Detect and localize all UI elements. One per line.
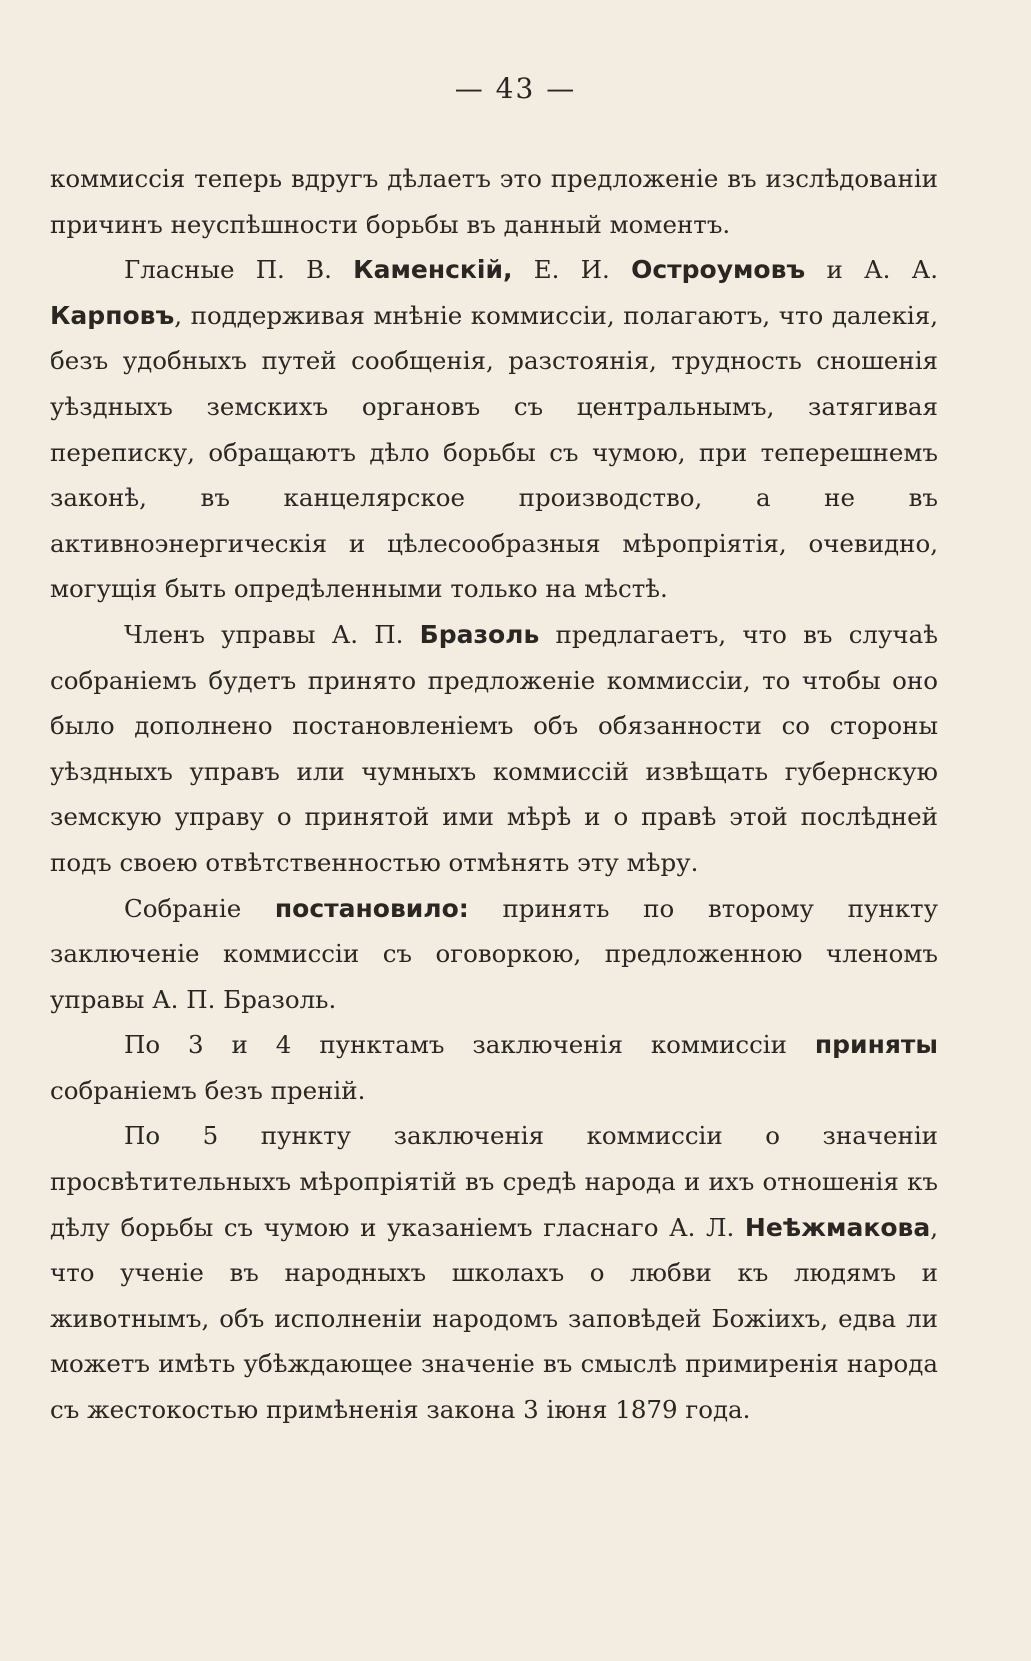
surname-karpov: Карповъ: [50, 300, 175, 330]
accepted-keyword: приняты: [814, 1030, 938, 1060]
p3-text-2: предлагаетъ, что въ случаѣ собраніемъ будетъ принято предложеніе коммиссіи, то чтобы оно было дополнено постановленіемъ объ обязанности со стороны уѣздныхъ управъ или чумныхъ коммиссій извѣщать губернскую земскую управу о принятой ими мѣрѣ и о правѣ этой послѣдней подъ своею отвѣтственностью отмѣнять эту мѣру.: [50, 619, 938, 877]
p6-text-2: , что ученіе въ народныхъ школахъ о любви къ людямъ и животнымъ, объ исполненіи народомъ заповѣдей Божіихъ, едва ли можетъ имѣть убѣждающее значеніе въ смыслѣ примиренія народа съ жестокостью примѣненія закона 3 іюня 1879 года.: [50, 1212, 938, 1425]
surname-brazol: Бразоль: [419, 619, 540, 649]
surname-kamensky: Каменскій,: [353, 255, 513, 285]
paragraph-6: [50, 1113, 938, 1432]
p5-text-1: По 3 и 4 пунктамъ заключенія коммиссіи: [124, 1030, 815, 1060]
p5-text-2: собраніемъ безъ преній.: [50, 1075, 366, 1105]
p6-text-1: По 5 пункту заключенія коммиссіи о значеніи просвѣтительныхъ мѣропріятій въ средѣ народа и ихъ отношенія къ дѣлу борьбы съ чумою и указаніемъ гласнаго А. Л.: [50, 1121, 938, 1242]
p2-text-1: Гласные П. В.: [124, 255, 354, 285]
paragraph-1: коммиссія теперь вдругъ дѣлаетъ это предложеніе въ изслѣдованіи причинъ неуспѣшности борьбы въ данный моментъ.: [50, 164, 938, 239]
paragraph-3: [50, 612, 938, 886]
surname-ostroumov: Остроумовъ: [631, 255, 806, 285]
resolution-keyword: постановило:: [274, 893, 469, 923]
p4-text-2: принять по второму пункту заключеніе коммиссіи съ оговоркою, предложенною членомъ управы А. П. Бразоль.: [50, 893, 938, 1014]
p4-text-1: Собраніе: [124, 893, 275, 923]
p2-text-2: Е. И.: [512, 255, 632, 285]
p3-text-1: Членъ управы А. П.: [124, 619, 420, 649]
paragraph-4: [50, 886, 938, 1023]
page-number: — 43 —: [454, 72, 577, 105]
p2-text-3: и А. А.: [805, 255, 938, 285]
surname-neezhmakov: Неѣжмакова: [744, 1212, 931, 1242]
page-body: [50, 156, 938, 1433]
p2-text-4: , поддерживая мнѣніе коммиссіи, полагаютъ, что далекія, безъ удобныхъ путей сообщенія, разстоянія, трудность сношенія уѣздныхъ земскихъ органовъ съ центральнымъ, затягивая переписку, обращаютъ дѣло борьбы съ чумою, при теперешнемъ законѣ, въ канцелярское производство, а не въ активноэнергическія и цѣлесообразныя мѣропріятія, очевидно, могущія быть опредѣленными только на мѣстѣ.: [50, 300, 938, 604]
paragraph-5: [50, 1022, 938, 1113]
paragraph-2: [50, 247, 938, 612]
